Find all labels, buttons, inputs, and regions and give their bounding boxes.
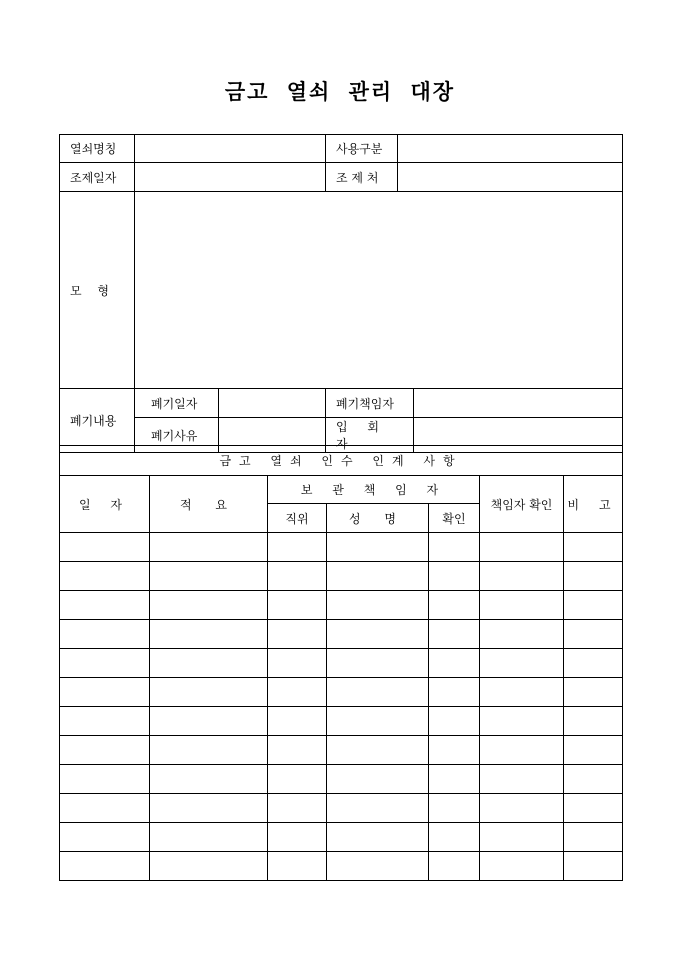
name-cell[interactable]: [327, 591, 429, 620]
summary-cell[interactable]: [150, 794, 268, 823]
disposal-manager-field[interactable]: [414, 389, 623, 418]
remarks-cell[interactable]: [564, 765, 623, 794]
manager-confirm-cell[interactable]: [480, 852, 564, 881]
table-row: [60, 794, 623, 823]
confirm-cell[interactable]: [429, 649, 480, 678]
manager-confirm-cell[interactable]: [480, 823, 564, 852]
manager-confirm-cell[interactable]: [480, 678, 564, 707]
custodian-header: 보 관 책 임 자: [268, 476, 480, 504]
table-row: [60, 649, 623, 678]
position-cell[interactable]: [268, 852, 327, 881]
position-cell[interactable]: [268, 533, 327, 562]
summary-header: 적 요: [150, 476, 268, 533]
table-row: [60, 533, 623, 562]
summary-cell[interactable]: [150, 678, 268, 707]
handover-header-row-1: [60, 476, 623, 504]
position-cell[interactable]: [268, 823, 327, 852]
table-row: [60, 707, 623, 736]
date-cell[interactable]: [60, 678, 150, 707]
confirm-cell[interactable]: [429, 678, 480, 707]
date-cell[interactable]: [60, 649, 150, 678]
witness-label: 입 회 자: [326, 418, 414, 453]
confirm-cell[interactable]: [429, 707, 480, 736]
date-cell[interactable]: [60, 562, 150, 591]
summary-cell[interactable]: [150, 823, 268, 852]
manager-confirm-cell[interactable]: [480, 794, 564, 823]
table-row: [60, 765, 623, 794]
remarks-cell[interactable]: [564, 649, 623, 678]
manager-confirm-cell[interactable]: [480, 591, 564, 620]
date-cell[interactable]: [60, 620, 150, 649]
table-row: [60, 736, 623, 765]
key-name-field[interactable]: [135, 135, 326, 163]
page-title: 금고 열쇠 관리 대장: [224, 79, 456, 104]
summary-cell[interactable]: [150, 620, 268, 649]
position-cell[interactable]: [268, 562, 327, 591]
manager-confirm-header: 책임자 확인: [480, 476, 564, 533]
confirm-cell[interactable]: [429, 591, 480, 620]
remarks-cell[interactable]: [564, 736, 623, 765]
date-cell[interactable]: [60, 591, 150, 620]
maker-label: 조 제 처: [326, 163, 398, 192]
position-cell[interactable]: [268, 707, 327, 736]
name-cell[interactable]: [327, 562, 429, 591]
confirm-cell[interactable]: [429, 765, 480, 794]
remarks-header: 비 고: [564, 476, 623, 533]
position-cell[interactable]: [268, 649, 327, 678]
remarks-cell[interactable]: [564, 794, 623, 823]
summary-cell[interactable]: [150, 736, 268, 765]
manager-confirm-cell[interactable]: [480, 707, 564, 736]
summary-cell[interactable]: [150, 765, 268, 794]
manager-confirm-cell[interactable]: [480, 649, 564, 678]
position-cell[interactable]: [268, 591, 327, 620]
name-cell[interactable]: [327, 823, 429, 852]
position-cell[interactable]: [268, 765, 327, 794]
confirm-cell[interactable]: [429, 794, 480, 823]
summary-cell[interactable]: [150, 562, 268, 591]
remarks-cell[interactable]: [564, 591, 623, 620]
confirm-cell[interactable]: [429, 823, 480, 852]
table-row: [60, 678, 623, 707]
date-cell[interactable]: [60, 707, 150, 736]
position-cell[interactable]: [268, 736, 327, 765]
made-date-label: 조제일자: [60, 163, 135, 192]
remarks-cell[interactable]: [564, 620, 623, 649]
table-row: [60, 852, 623, 881]
handover-title-row: [60, 446, 623, 476]
name-cell[interactable]: [327, 678, 429, 707]
remarks-cell[interactable]: [564, 707, 623, 736]
disposal-reason-label: 폐기사유: [135, 418, 219, 453]
remarks-cell[interactable]: [564, 533, 623, 562]
name-cell[interactable]: [327, 794, 429, 823]
confirm-cell[interactable]: [429, 562, 480, 591]
name-cell[interactable]: [327, 736, 429, 765]
date-cell[interactable]: [60, 736, 150, 765]
usage-type-field[interactable]: [398, 135, 623, 163]
handover-section-title: 금고 열쇠 인수 인계 사항: [60, 446, 623, 476]
position-cell[interactable]: [268, 678, 327, 707]
table-row: [60, 562, 623, 591]
shape-label: 모 형: [60, 192, 135, 389]
remarks-cell[interactable]: [564, 678, 623, 707]
confirm-cell[interactable]: [429, 620, 480, 649]
shape-drawing-area[interactable]: [135, 192, 623, 389]
summary-cell[interactable]: [150, 591, 268, 620]
handover-table: [59, 445, 623, 881]
date-header: 일 자: [60, 476, 150, 533]
key-name-label: 열쇠명칭: [60, 135, 135, 163]
table-row: [60, 823, 623, 852]
disposal-date-field[interactable]: [219, 389, 326, 418]
disposal-row-1: [60, 389, 623, 418]
date-cell[interactable]: [60, 852, 150, 881]
maker-field[interactable]: [398, 163, 623, 192]
manager-confirm-cell[interactable]: [480, 620, 564, 649]
manager-confirm-cell[interactable]: [480, 533, 564, 562]
name-cell[interactable]: [327, 620, 429, 649]
table-row: [60, 620, 623, 649]
name-cell[interactable]: [327, 533, 429, 562]
summary-cell[interactable]: [150, 707, 268, 736]
confirm-cell[interactable]: [429, 736, 480, 765]
made-date-field[interactable]: [135, 163, 326, 192]
made-date-row: [60, 163, 623, 192]
disposal-label: 폐기내용: [60, 389, 135, 453]
remarks-cell[interactable]: [564, 562, 623, 591]
disposal-manager-label: 폐기책임자: [326, 389, 414, 418]
summary-cell[interactable]: [150, 852, 268, 881]
date-cell[interactable]: [60, 823, 150, 852]
remarks-cell[interactable]: [564, 852, 623, 881]
date-cell[interactable]: [60, 765, 150, 794]
manager-confirm-cell[interactable]: [480, 562, 564, 591]
table-row: [60, 591, 623, 620]
shape-row: [60, 192, 623, 389]
key-info-table: [59, 134, 623, 453]
handover-rows: [60, 533, 623, 881]
usage-type-label: 사용구분: [326, 135, 398, 163]
name-cell[interactable]: [327, 707, 429, 736]
confirm-header: 확인: [429, 504, 480, 533]
position-cell[interactable]: [268, 620, 327, 649]
summary-cell[interactable]: [150, 649, 268, 678]
key-name-row: [60, 135, 623, 163]
date-cell[interactable]: [60, 533, 150, 562]
position-header: 직위: [268, 504, 327, 533]
summary-cell[interactable]: [150, 533, 268, 562]
name-cell[interactable]: [327, 852, 429, 881]
position-cell[interactable]: [268, 794, 327, 823]
remarks-cell[interactable]: [564, 823, 623, 852]
manager-confirm-cell[interactable]: [480, 765, 564, 794]
name-cell[interactable]: [327, 649, 429, 678]
confirm-cell[interactable]: [429, 852, 480, 881]
name-cell[interactable]: [327, 765, 429, 794]
date-cell[interactable]: [60, 794, 150, 823]
confirm-cell[interactable]: [429, 533, 480, 562]
manager-confirm-cell[interactable]: [480, 736, 564, 765]
disposal-date-label: 폐기일자: [135, 389, 219, 418]
name-header: 성 명: [327, 504, 429, 533]
